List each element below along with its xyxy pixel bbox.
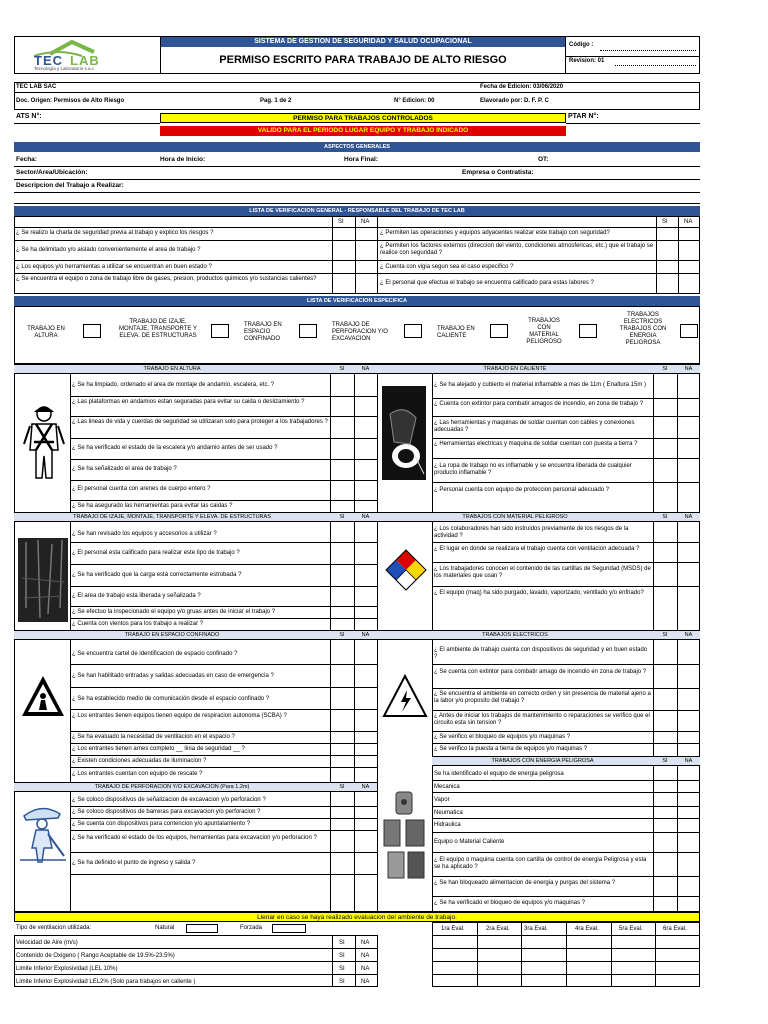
- caliente-item: ¿ La ropa de trabajo no es inflamable y se encuentra liberada de cualquier producto inflamable ?: [434, 463, 632, 476]
- altura-item: ¿ Se ha asegurado las herramientas para evitar las caidas ?: [72, 503, 233, 509]
- controlled-title: PERMISO PARA TRABAJOS CONTROLADOS: [160, 113, 566, 123]
- energia-item: ¿ Se han bloqueado alimentacion de energia y purgas del sistema ?: [434, 880, 616, 886]
- altura-title: TRABAJO EN ALTURA: [14, 364, 330, 374]
- general-item-left: ¿ Se ha delimitado y/o aislado convenientemente el area de trabajo ?: [16, 247, 201, 253]
- electricos-item: ¿ Se verifico el bloqueo de equipos y/o maquinas ?: [434, 734, 571, 740]
- perforacion-item: ¿ Se cuenta con dispositivos para contencion y/o apuntalamiento ?: [72, 821, 251, 827]
- altura-item: ¿ Se ha limpiado, ordenado el area de montaje de andamio, escalera, etc. ?: [72, 382, 275, 388]
- energia-item: ¿ Se ha verificado el bloqueo de equipos y/o maquinas ?: [434, 900, 586, 906]
- natural-label: Natural: [155, 925, 175, 931]
- altura-na: NA: [354, 364, 377, 374]
- eval-si: SI: [339, 953, 345, 959]
- general-item-right: ¿ Cuenta con vigia segun sea el caso especifico ?: [380, 264, 514, 270]
- caliente-item: ¿ Se ha alejado y cubierto el material inflamable a mas de 11m ( Enaltura 15m ): [434, 382, 646, 388]
- general-si-left: SI: [338, 219, 344, 225]
- eval-column-header: 3ra Eval.: [524, 926, 548, 932]
- general-na-right: NA: [684, 219, 693, 225]
- type-checkbox[interactable]: [404, 324, 422, 338]
- general-title: ASPECTOS GENERALES: [14, 142, 700, 152]
- energia-item: Mecanica: [434, 784, 460, 790]
- confinado-item: ¿ Los entrantes cuentan con equipo de rescate ?: [72, 771, 203, 777]
- confinado-si: SI: [330, 630, 354, 640]
- form-title: PERMISO ESCRITO PARA TRABAJO DE ALTO RIESGO: [219, 54, 507, 66]
- izaje-item: ¿ Cuenta con vientos para los trabajo a realizar ?: [72, 621, 204, 627]
- eval-na: NA: [361, 979, 370, 985]
- confinado-item: ¿ Los entrantes tienen arnes completo __ linia de seguridad __ ?: [72, 746, 245, 752]
- confinado-item: ¿ Los entrantes tienen equipos tienen equipo de respiracion autonoma (SCBA) ?: [72, 713, 287, 719]
- energia-item: Vapor: [434, 797, 450, 803]
- hora-inicio-label: Hora de Inicio:: [160, 156, 206, 163]
- type-label: TRABAJO DE PERFORACION Y/O EXCAVACION: [332, 322, 388, 342]
- lockout-tagout-icon: [382, 790, 428, 882]
- perforacion-si: SI: [330, 782, 354, 792]
- perforacion-title: TRABAJO DE PERFORACION Y/O EXCAVACION (Para 1.2m): [14, 782, 330, 792]
- general-item-right: ¿ Permiten los factores externos (direccion del viento, condiciones atmosfericas, etc.) que el trabajo se realice con seguridad ?: [380, 243, 654, 256]
- altura-item: ¿ Las lineas de vida y cuerdas de seguridad se utilizaran solo para proteger a los trabajadores ?: [72, 419, 328, 425]
- energia-si: SI: [653, 756, 677, 766]
- energia-item: Equipo o Material Caliente: [434, 839, 505, 845]
- ats-label: ATS N°:: [16, 113, 42, 120]
- caliente-item: ¿ Las herramientas y maquinas de soldar cuentan con cables y conexiones adecuadas ?: [434, 420, 635, 433]
- general-item-right: ¿ Permiten las operaciones y equipos adyacentes realizar este trabajo con seguridad?: [380, 230, 610, 236]
- evaluation-banner: Llenar en caso se haya realizado evaluacion del ambiente de trabajo.: [14, 912, 700, 922]
- caliente-na: NA: [677, 364, 700, 374]
- eval-si: SI: [339, 940, 345, 946]
- confinado-title: TRABAJO EN ESPACIO CONFINADO: [14, 630, 330, 640]
- energia-item: ¿ El equipo o maquina cuenta con cartilla de control de energia Peligrosa y esta se ha aplicado ?: [434, 857, 647, 870]
- codigo-label: Código :: [569, 42, 594, 48]
- general-si-right: SI: [662, 219, 668, 225]
- logo-subtitle: Tecnología y Laboratorio s.a.c: [34, 66, 95, 71]
- eval-column-header: 6ra Eval.: [663, 926, 687, 932]
- eval-column-header: 5ra Eval.: [619, 926, 643, 932]
- confined-space-warning-icon: [20, 666, 66, 742]
- nfpa-diamond-icon: [384, 548, 428, 592]
- svg-text:TEC: TEC: [34, 53, 63, 68]
- eval-column-header: 1ra Eval.: [441, 926, 465, 932]
- type-label: TRABAJO DE IZAJE, MONTAJE, TRANSPORTE Y ELEVA. DE ESTRUCTURAS: [119, 319, 197, 339]
- forzada-input[interactable]: [272, 924, 306, 933]
- altura-item: ¿ Las plataformas en andamios estan seguradas para evitar su caida o deslizamiento ?: [72, 399, 305, 405]
- izaje-item: ¿ Se efectuo la inspecionado el equipo y/o gruas antes de iniciar el trabajo ?: [72, 609, 276, 615]
- type-checkbox[interactable]: [83, 324, 101, 338]
- edition-date: Fecha de Edicion: 03/06/2020: [480, 84, 564, 90]
- material-si: SI: [653, 512, 677, 522]
- perforacion-item: ¿ Se ha definido el punto de ingreso y salida ?: [72, 860, 196, 866]
- general-item-left: ¿ Se realizo la charla de seguridad previa al trabajo y explico los riesgos ?: [16, 230, 214, 236]
- descripcion-label: Descripcion del Trabajo a Realizar:: [16, 182, 124, 189]
- altura-item: ¿ Se ha señalizado el area de trabajo ?: [72, 466, 177, 472]
- svg-text:LAB: LAB: [70, 53, 100, 68]
- fecha-label: Fecha:: [16, 156, 37, 163]
- eval-row-label: Contenido de Oxigeno ( Rango Aceptable de 19.5%-23.5%): [16, 953, 175, 959]
- electricos-item: ¿ Se cuenta con extintor para combatir amago de incendio en zona de trabajo ?: [434, 669, 647, 675]
- confinado-item: ¿ Se ha evaluado la necesidad de ventilacion en el espacio ?: [72, 734, 235, 740]
- altura-item: ¿ Se ha verificado el estado de la escalera y/o andamio antes de ser usado ?: [72, 445, 278, 451]
- electricos-na: NA: [677, 630, 700, 640]
- company-name: TEC LAB SAC: [16, 84, 57, 90]
- perforacion-na: NA: [354, 782, 377, 792]
- eval-row-label: Velocidad de Aire (m/s): [16, 940, 78, 946]
- confinado-item: ¿ Se encuentra cartel de identificacion de espacio confinado ?: [72, 651, 238, 657]
- electricos-item: ¿ Antes de iniciar los trabajos de mantenimiento o reparaciones se verifico que el circuito esta sin tension ?: [434, 713, 650, 726]
- eval-si: SI: [339, 979, 345, 985]
- company-logo: [28, 38, 146, 72]
- material-item: ¿ Los colaboradores han sido instruidos previamente de los riesgos de la actividad ?: [434, 526, 629, 539]
- eval-row-label: Limite Inferior Explosividad LEL2% (Solo para trabajos en caliente ): [16, 979, 196, 985]
- general-item-left: ¿ Los equipos y/o herramientas a utilizar se encuentran en buen estado ?: [16, 264, 212, 270]
- electricos-title: TRABAJOS ELECTRICOS: [377, 630, 653, 640]
- forzada-label: Forzada: [240, 925, 263, 931]
- perforacion-item: ¿ Se ha verificado el estado de los equipos, herramientas para excavacion y/o perforacion ?: [72, 835, 317, 841]
- meta-frame: [14, 82, 700, 110]
- general-checklist-title: LISTA DE VERIFICACION GENERAL - RESPONSABLE DEL TRABAJO DE TEC LAB: [14, 206, 700, 216]
- welder-icon: [380, 384, 428, 482]
- page-number: Pag. 1 de 2: [260, 98, 292, 104]
- ptar-label: PTAR N°:: [568, 113, 599, 120]
- eval-si: SI: [339, 966, 345, 972]
- confinado-item: ¿ Existen condiciones adecuadas de iluminacion ?: [72, 758, 207, 764]
- material-item: ¿ El equipo (maq) ha sido purgado, lavado, vaporizado, ventilado y/o enfriado?: [434, 590, 644, 596]
- material-item: ¿ Los trabajadores conocen el contenido de las cartillas de Seguridad (MSDS) de los materiales que usan ?: [434, 566, 651, 579]
- caliente-item: ¿ Personal cuenta con equipo de proteccion personal adecuado ?: [434, 487, 610, 493]
- izaje-title: TRABAJO DE IZAJE, MONTAJE, TRANSPORTE Y ELEVA. DE ESTRUCTURAS: [14, 512, 330, 522]
- izaje-item: ¿ El area de trabajo esta liberada y señalizada ?: [72, 593, 201, 599]
- eval-row-label: Limite Inferior Explosividad (LEL 10%): [16, 966, 118, 972]
- type-label: TRABAJO EN ESPACIO CONFINADO: [244, 322, 282, 342]
- type-checkbox[interactable]: [680, 324, 698, 338]
- perforacion-item: ¿ Se coloco dispositivos de barreras para excavacion y/o perforacion ?: [72, 809, 261, 815]
- type-label: TRABAJOS CON MATERIAL PELIGROSO: [526, 318, 562, 345]
- altura-si: SI: [330, 364, 354, 374]
- type-checkbox[interactable]: [299, 324, 317, 338]
- electricos-item: ¿ El ambiente de trabajo cuenta con dispositivos de seguridad y en buen estado ?: [434, 647, 648, 660]
- material-na: NA: [677, 512, 700, 522]
- eval-na: NA: [361, 966, 370, 972]
- energia-item: Hidraulica: [434, 822, 461, 828]
- material-title: TRABAJOS CON MATERIAL PELIGROSO: [377, 512, 653, 522]
- perforacion-item: ¿ Se coloco dispositivos de señalizacion de excavacion y/o perforacion ?: [72, 797, 266, 803]
- eval-column-header: 4ra Eval.: [575, 926, 599, 932]
- edition-number: N° Edicion: 00: [394, 98, 435, 104]
- izaje-item: ¿ El personal esta calificado para realizar este tipo de trabajo ?: [72, 550, 240, 556]
- energia-item: Neumatica: [434, 810, 463, 816]
- type-checkbox[interactable]: [579, 324, 597, 338]
- electric-hazard-icon: [380, 660, 430, 732]
- harness-worker-icon: [22, 404, 66, 480]
- energia-title: TRABAJOS CON ENERGIA PELIGROSA: [432, 756, 653, 766]
- ot-label: OT:: [538, 156, 549, 163]
- altura-item: ¿ El personal cuenta con arenes de cuerpo entero ?: [72, 486, 211, 492]
- excavation-worker-icon: [18, 800, 68, 864]
- system-title: SISTEMA DE GESTION DE SEGURIDAD Y SALUD OCUPACIONAL: [161, 37, 565, 47]
- caliente-item: ¿ Cuenta con extintor para combatir amagos de incendio, en zona de trabajo ?: [434, 401, 644, 407]
- type-label: TRABAJO EN ALTURA: [27, 326, 65, 339]
- general-item-right: ¿ El personal que efectua el trabajo se encuentra calificado para estas labores ?: [380, 280, 594, 286]
- vent-label: Tipo de ventilacion utilizada:: [16, 925, 92, 931]
- caliente-title: TRABAJO EN CALIENTE: [377, 364, 653, 374]
- prepared-by: Elavorado por: D. F. P. C: [480, 98, 549, 104]
- electricos-item: ¿ Se verifico la puesta a tierra de equipos y/o maquinas ?: [434, 746, 588, 752]
- caliente-si: SI: [653, 364, 677, 374]
- eval-na: NA: [361, 940, 370, 946]
- valid-banner: VALIDO PARA EL PERIODO LUGAR EQUIPO Y TRABAJO INDICADO: [160, 126, 566, 136]
- empresa-label: Empresa o Contratista:: [462, 169, 534, 176]
- energia-item: Se ha identificado el equipo de energia peligrosa: [434, 771, 564, 777]
- izaje-na: NA: [354, 512, 377, 522]
- electricos-item: ¿ Se encuentra el ambiente en correcto orden y sin presencia de material ajeno a la labor y/o proposito del trabajo ?: [434, 691, 651, 704]
- caliente-item: ¿ Herramientas electricas y maquina de soldar cuentan con puesta a tierra ?: [434, 441, 638, 447]
- energia-na: NA: [677, 756, 700, 766]
- type-label: TRABAJOS ELECTRICOS TRABAJOS CON ENERGIA PELIGROSA: [619, 312, 667, 346]
- confinado-item: ¿ Se ha establecido medio de comunicación desde el espacio confinado ?: [72, 696, 270, 702]
- revision-label: Revision: 01: [569, 58, 605, 64]
- crane-rigging-icon: [18, 538, 68, 622]
- sector-label: Sector/Area/Ubicación:: [16, 169, 88, 176]
- specific-checklist-title: LISTA DE VERIFICACION ESPECIFICA: [14, 296, 700, 306]
- type-label: TRABAJO EN CALIENTE: [437, 326, 475, 339]
- electricos-si: SI: [653, 630, 677, 640]
- type-checkbox[interactable]: [211, 324, 229, 338]
- eval-column-header: 2ra Eval.: [486, 926, 510, 932]
- confinado-na: NA: [354, 630, 377, 640]
- eval-na: NA: [361, 953, 370, 959]
- doc-origin: Doc. Origen: Permisos de Alto Riesgo: [16, 98, 125, 104]
- material-item: ¿ El lugar en donde se realizara el trabajo cuenta con ventilacion adecuada ?: [434, 546, 640, 552]
- izaje-item: ¿ Se han revisado los equipos y accesorios a utilizar ?: [72, 531, 217, 537]
- hora-final-label: Hora Final:: [344, 156, 378, 163]
- izaje-item: ¿ Se ha verificado que la carga está correctamente estrobada ?: [72, 572, 242, 578]
- natural-input[interactable]: [186, 924, 218, 933]
- izaje-si: SI: [330, 512, 354, 522]
- confinado-item: ¿ Se han habilitado entradas y salidas adecuadas en caso de emergencia ?: [72, 673, 274, 679]
- type-checkbox[interactable]: [490, 324, 508, 338]
- general-item-left: ¿ Se encuentra el equipo o zona de trabajo libre de gases, presion, productos quimicos y/o sustancias calientes?: [16, 276, 317, 282]
- general-na-left: NA: [361, 219, 370, 225]
